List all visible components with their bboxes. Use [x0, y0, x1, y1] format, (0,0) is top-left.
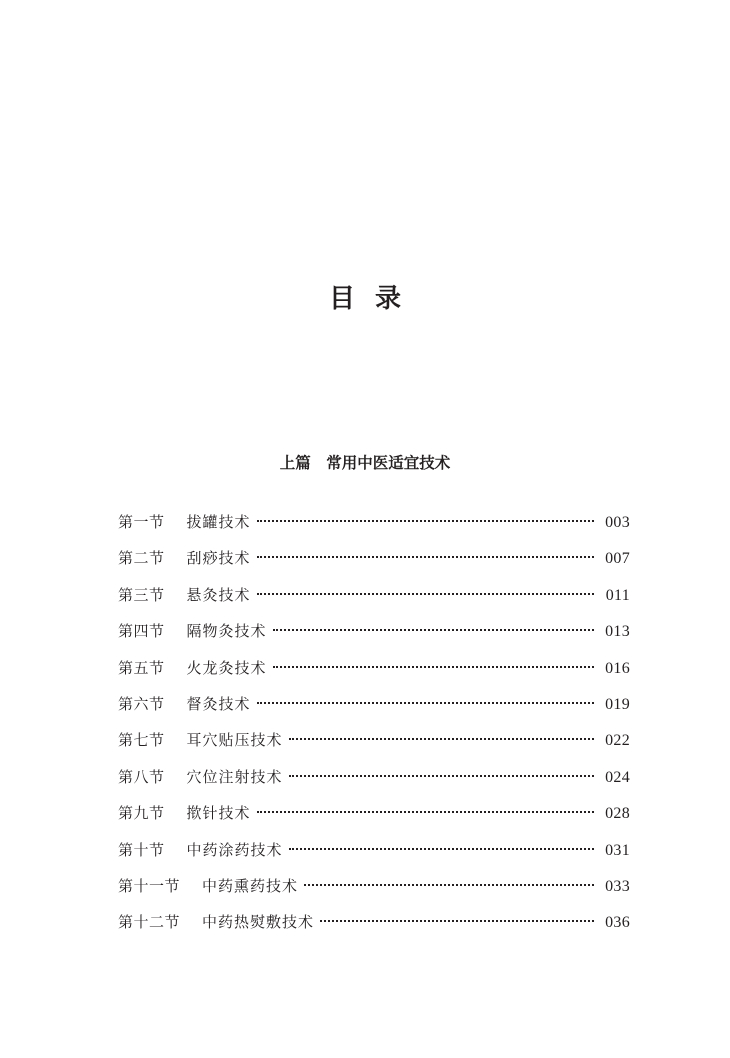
toc-page-number: 024 — [605, 768, 630, 786]
dot-leader — [257, 592, 594, 595]
page-title: 目录 — [328, 284, 421, 314]
dot-leader — [273, 628, 594, 631]
toc-page-number: 013 — [605, 623, 630, 641]
toc-section-number: 第六节 — [118, 694, 165, 713]
toc-section-number: 第七节 — [118, 731, 165, 750]
toc-entry-title: 督灸技术 — [186, 694, 251, 713]
toc-page-number: 019 — [605, 695, 630, 713]
toc-page-number: 016 — [605, 659, 630, 677]
toc-entry-title: 拔罐技术 — [186, 513, 251, 531]
toc-section-number: 第九节 — [118, 804, 165, 823]
toc-section-number: 第八节 — [118, 767, 165, 786]
dot-leader — [320, 919, 594, 922]
toc-section-number: 第十一节 — [118, 876, 181, 895]
toc-page-number: 022 — [605, 732, 630, 750]
dot-leader — [289, 847, 594, 850]
toc-page-number: 028 — [605, 805, 630, 823]
toc-entry[interactable] — [118, 907, 630, 943]
toc-section-number: 第二节 — [118, 549, 165, 568]
dot-leader — [257, 810, 594, 813]
toc-page-number: 036 — [605, 914, 630, 932]
toc-entry[interactable] — [118, 653, 630, 689]
toc-entry[interactable] — [118, 507, 630, 543]
toc-page-number: 033 — [605, 877, 630, 895]
toc-page-number: 031 — [605, 841, 630, 859]
toc-page-number: 011 — [605, 586, 630, 604]
toc-entry-title: 耳穴贴压技术 — [186, 731, 283, 750]
toc-entry-title: 中药涂药技术 — [186, 840, 283, 859]
toc-entry-title: 隔物灸技术 — [186, 622, 267, 641]
toc-entry-title: 穴位注射技术 — [186, 767, 283, 786]
dot-leader — [257, 555, 594, 558]
toc-entry-title: 刮痧技术 — [186, 549, 251, 568]
toc-page-number: 003 — [605, 514, 630, 531]
toc-entry-title: 中药热熨敷技术 — [202, 913, 315, 932]
toc-entry[interactable] — [118, 798, 630, 834]
dot-leader — [273, 665, 594, 668]
dot-leader — [257, 701, 594, 704]
dot-leader — [304, 883, 594, 886]
toc-section-number: 第十二节 — [118, 913, 181, 932]
part-heading: 上篇 常用中医适宜技术 — [279, 454, 451, 472]
toc-entry[interactable] — [118, 762, 630, 798]
toc-section-number: 第五节 — [118, 658, 165, 677]
toc-entry[interactable] — [118, 725, 630, 761]
table-of-contents — [118, 507, 630, 944]
toc-section-number: 第三节 — [118, 585, 165, 604]
toc-entry[interactable] — [118, 689, 630, 725]
toc-page-number: 007 — [605, 550, 630, 568]
toc-entry-title: 中药熏药技术 — [202, 876, 299, 895]
dot-leader — [289, 774, 594, 777]
toc-section-number: 第一节 — [118, 513, 165, 531]
toc-entry-title: 火龙灸技术 — [186, 658, 267, 677]
toc-entry[interactable] — [118, 616, 630, 652]
toc-entry[interactable] — [118, 871, 630, 907]
toc-entry-title: 悬灸技术 — [186, 585, 251, 604]
toc-section-number: 第十节 — [118, 840, 165, 859]
dot-leader — [289, 737, 594, 740]
toc-entry[interactable] — [118, 835, 630, 871]
toc-entry-title: 揿针技术 — [186, 804, 251, 823]
toc-section-number: 第四节 — [118, 622, 165, 641]
toc-entry[interactable] — [118, 543, 630, 579]
dot-leader — [257, 519, 594, 522]
toc-entry[interactable] — [118, 580, 630, 616]
